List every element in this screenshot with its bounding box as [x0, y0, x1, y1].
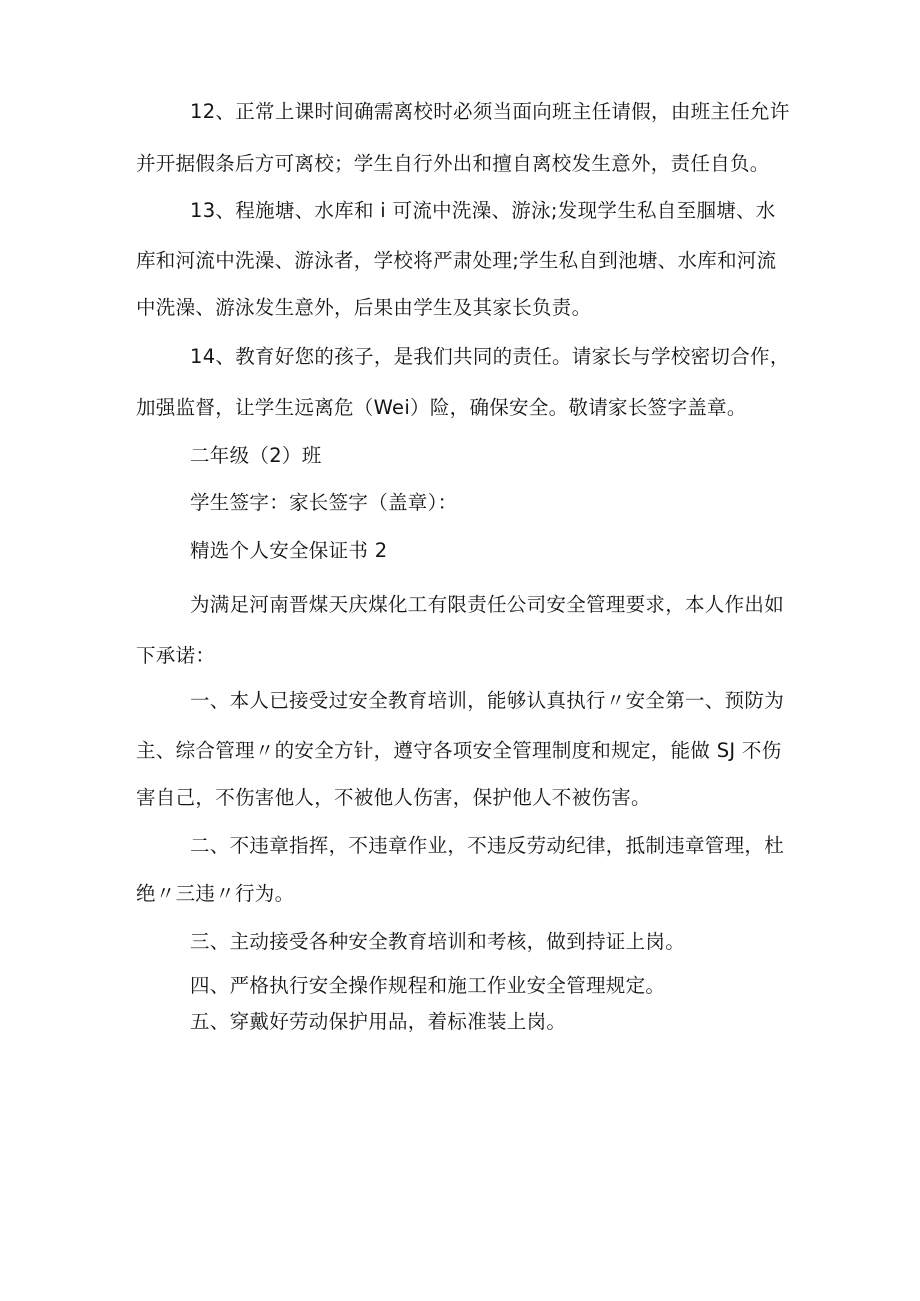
paragraph-14-line-1: 14、教育好您的孩子，是我们共同的责任。请家长与学校密切合作，: [190, 345, 790, 368]
item-4: 四、严格执行安全操作规程和施工作业安全管理规定。: [190, 974, 666, 997]
class-label: 二年级（2）班: [190, 444, 322, 467]
paragraph-13-line-3: 中洗澡、游泳发生意外，后果由学生及其家长负责。: [136, 296, 592, 319]
item-1-line-3: 害自己，不伤害他人，不被他人伤害，保护他人不被伤害。: [136, 786, 651, 809]
item-5: 五、穿戴好劳动保护用品，着标准装上岗。: [190, 1010, 567, 1033]
item-1-line-1: 一、本人已接受过安全教育培训，能够认真执行〃安全第一、预防为: [190, 689, 785, 712]
intro-line-2: 下承诺：: [136, 644, 216, 667]
item-3: 三、主动接受各种安全教育培训和考核，做到持证上岗。: [190, 930, 686, 953]
paragraph-14-line-2: 加强监督，让学生远离危（Wei）险，确保安全。敬请家长签字盖章。: [136, 396, 747, 419]
section-title: 精选个人安全保证书 2: [190, 539, 388, 562]
intro-line-1: 为满足河南晋煤天庆煤化工有限责任公司安全管理要求，本人作出如: [190, 593, 785, 616]
item-1-line-2: 主、综合管理〃的安全方针，遵守各项安全管理制度和规定，能做 SJ 不伤: [136, 739, 782, 762]
paragraph-12-line-1: 12、正常上课时间确需离校时必须当面向班主任请假，由班主任允许: [190, 100, 790, 123]
paragraph-13-line-1: 13、程施塘、水库和 i 可流中洗澡、游泳;发现学生私自至腘塘、水: [190, 199, 776, 222]
paragraph-12-line-2: 并开据假条后方可离校；学生自行外出和擅自离校发生意外，责任自负。: [136, 152, 770, 175]
item-2-line-1: 二、不违章指挥，不违章作业，不违反劳动纪律，抵制违章管理，杜: [190, 834, 785, 857]
signature-line: 学生签字：家长签字（盖章）：: [190, 491, 458, 514]
paragraph-13-line-2: 库和河流中洗澡、游泳者，学校将严肃处理;学生私自到池塘、水库和河流: [136, 249, 777, 272]
item-2-line-2: 绝〃三违〃行为。: [136, 882, 295, 905]
